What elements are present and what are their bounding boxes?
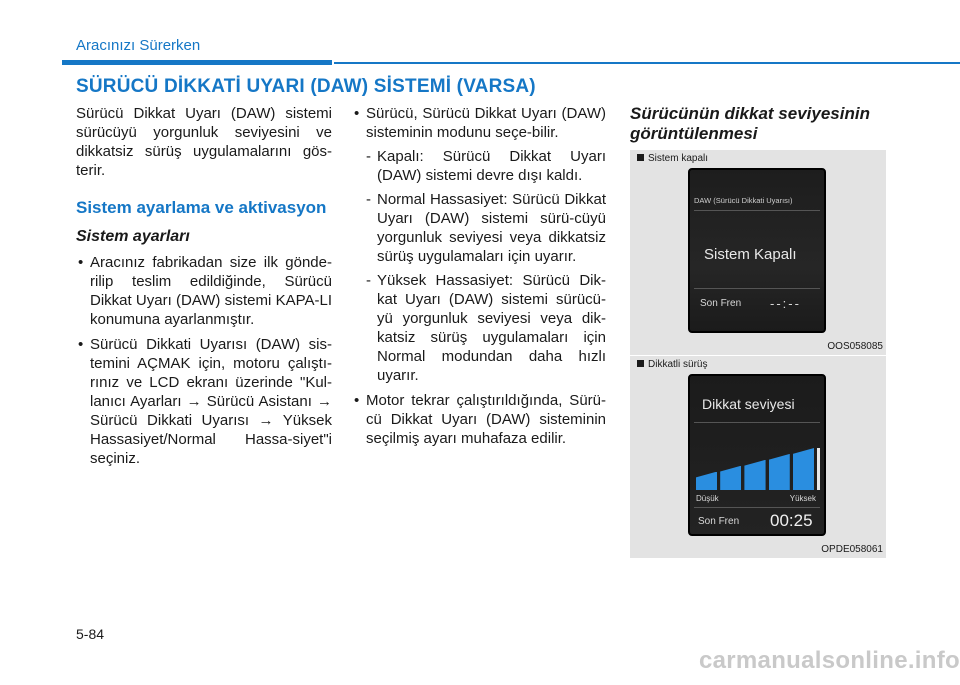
screen-divider	[694, 422, 820, 423]
subheading-setup: Sistem ayarlama ve aktivasyon	[76, 198, 327, 217]
column-right	[630, 104, 886, 144]
mode-option-off: - Kapalı: Sürücü Dikkat Uyarı (DAW) sistemi devre dışı kaldı.	[352, 147, 606, 185]
figure-code: OOS058085	[827, 341, 883, 352]
list-item: • Sürücü Dikkati Uyarısı (DAW) sis-temini AÇMAK için, motoru çalıştı-rınız ve LCD ekranı üzerinde "Kul-lanıcı Ayarları → Sürücü Asistanı → Sürücü Dikkati Uyarısı → Yüksek Hassasiyet/Normal Hassa-siyet"i seçiniz.	[76, 335, 332, 468]
mode-intro: Sürücü, Sürücü Dikkat Uyarı (DAW) sisteminin modunu seçe-bilir.	[366, 105, 606, 141]
mode-option-normal: - Normal Hassasiyet: Sürücü Dikkat Uyarı (DAW) sistemi sürü-cüyü yorgunluk seviyesi veya dikkatsiz sürüş uygulamaları için uyarır.	[352, 190, 606, 266]
level-bar	[769, 454, 790, 490]
attention-level-gauge	[696, 448, 814, 490]
square-bullet-icon	[637, 360, 644, 367]
header-rule-thin	[334, 62, 960, 64]
cluster-screen	[688, 168, 826, 333]
figure-code: OPDE058061	[821, 544, 883, 555]
figure-label-text: Dikkatli sürüş	[648, 359, 708, 370]
screen-footer-value: 00:25	[770, 511, 813, 530]
mode-options	[352, 147, 606, 385]
column-middle	[352, 104, 606, 454]
screen-title: Dikkat seviyesi	[702, 396, 795, 412]
level-bar	[793, 448, 814, 490]
section-heading: SÜRÜCÜ DİKKATİ UYARI (DAW) SİSTEMİ (VARSA)	[76, 76, 536, 97]
list-item	[352, 104, 606, 385]
figure-label	[637, 359, 707, 370]
level-bar	[744, 460, 765, 490]
list-item: • Aracınız fabrikadan size ilk gönde-rilip teslim edildiğinde, Sürücü Dikkat Uyarı (DAW) sistemi KAPA-LI konumuna ayarlanmıştır.	[76, 253, 332, 329]
figure-attentive-driving	[630, 356, 886, 558]
figure-system-off	[630, 150, 886, 355]
screen-divider	[694, 288, 820, 289]
figure-label	[637, 153, 708, 164]
mode-list	[352, 104, 606, 448]
level-bar	[720, 466, 741, 490]
intro-paragraph: Sürücü Dikkat Uyarı (DAW) sistemi sürücüyü yorgunluk seviyesini ve dikkatsiz sürüş uygulamalarını gös-terir.	[76, 105, 332, 179]
subheading-settings: Sistem ayarları	[76, 228, 190, 245]
screen-footer-label: Son Fren	[698, 516, 740, 527]
screen-footer-label: Son Fren	[700, 298, 742, 309]
watermark: carmanualsonline.info	[698, 647, 960, 674]
header-title: Aracınızı Sürerken	[76, 37, 201, 54]
screen-main-text: Sistem Kapalı	[704, 246, 797, 263]
level-bar	[696, 472, 717, 490]
square-bullet-icon	[637, 154, 644, 161]
screen-footer-value: --:--	[770, 296, 801, 311]
list-item: • Motor tekrar çalıştırıldığında, Sürü-cü Dikkat Uyarı (DAW) sisteminin seçilmiş ayarı muhafaza edilir.	[352, 391, 606, 448]
screen-header: DAW (Sürücü Dikkati Uyarısı)	[694, 196, 793, 205]
level-max-marker	[817, 448, 820, 490]
cluster-screen	[688, 374, 826, 536]
scale-low-label: Düşük	[696, 494, 719, 503]
display-heading: Sürücünün dikkat seviyesinin görüntülenmesi	[630, 104, 870, 143]
screen-divider	[694, 210, 820, 211]
header-rule-thick	[62, 60, 332, 65]
mode-option-high: - Yüksek Hassasiyet: Sürücü Dik-kat Uyarı (DAW) sistemi sürücü-yü yorgunluk seviyesi veya dik-katsiz sürüş uygulamaları için Normal modundan daha hızlı uyarır.	[352, 271, 606, 385]
column-left	[76, 104, 332, 474]
page-number: 5-84	[76, 626, 105, 642]
scale-high-label: Yüksek	[789, 494, 816, 503]
settings-list	[76, 253, 332, 468]
figure-label-text: Sistem kapalı	[648, 153, 709, 164]
screen-divider	[694, 507, 820, 508]
